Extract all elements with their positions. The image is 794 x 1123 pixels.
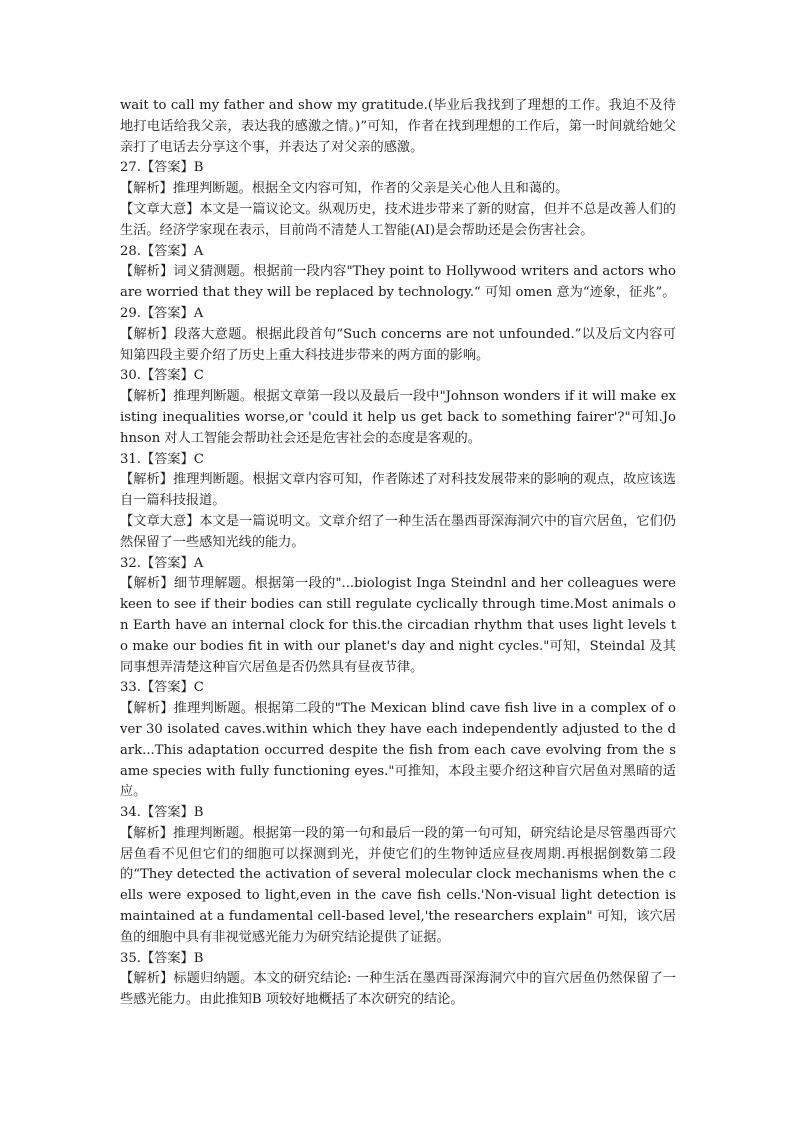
analysis-34: 【解析】推理判断题。根据第一段的第一句和最后一段的第一句可知，研究结论是尽管墨西哥穴居鱼看不见但它们的细胞可以探测到光，并使它们的生物钟适应昼夜周期.再根据倒数第二段的“They detected the activation of several molecular clock mechanisms when the cells were exposed to light,even in the cave fish cells.'Non-visual light detection is maintained at a fundamental cell-based level,'the researchers explain" 可知，该穴居鱼的细胞中具有非视觉感光能力为研究结论提供了证据。 <box>120 825 676 945</box>
answer-35: 35.【答案】B <box>120 950 204 966</box>
answer-27: 27.【答案】B <box>120 160 204 176</box>
article-summary-1: 【文章大意】本文是一篇议论文。纵观历史，技术进步带来了新的财富，但并不总是改善人们的生活。经济学家现在表示，目前尚不清楚人工智能(AI)是会帮助还是会伤害社会。 <box>120 201 676 238</box>
answer-31: 31.【答案】C <box>120 451 204 467</box>
analysis-33: 【解析】推理判断题。根据第二段的"The Mexican blind cave fish live in a complex of over 30 isolated caves.within which they have each independently adjusted to the dark...This adaptation occurred despite the fish from each cave evolving from the same species with fully functioning eyes."可推知，本段主要介绍这种盲穴居鱼对黑暗的适应。 <box>120 701 676 800</box>
analysis-28: 【解析】词义猜测题。根据前一段内容"They point to Hollywood writers and actors who are worried that they will be replaced by technology.“ 可知 omen 意为“迹象，征兆”。 <box>120 264 676 301</box>
analysis-35: 【解析】标题归纳题。本文的研究结论: 一种生活在墨西哥深海洞穴中的盲穴居鱼仍然保留了一些感光能力。由此推知B 项较好地概括了本次研究的结论。 <box>120 971 676 1008</box>
answer-30: 30.【答案】C <box>120 368 204 384</box>
answer-33: 33.【答案】C <box>120 680 204 696</box>
answer-32: 32.【答案】A <box>120 555 204 571</box>
answer-34: 34.【答案】B <box>120 805 204 821</box>
analysis-31: 【解析】推理判断题。根据文章内容可知，作者陈述了对科技发展带来的影响的观点，故应该选自一篇科技报道。 <box>120 472 676 509</box>
answer-28: 28.【答案】A <box>120 243 204 259</box>
analysis-29: 【解析】段落大意题。根据此段首句“Such concerns are not unfounded.”以及后文内容可知第四段主要介绍了历史上重大科技进步带来的两方面的影响。 <box>120 326 676 363</box>
article-summary-2: 【文章大意】本文是一篇说明文。文章介绍了一种生活在墨西哥深海洞穴中的盲穴居鱼，它们仍然保留了一些感知光线的能力。 <box>120 513 676 550</box>
answer-29: 29.【答案】A <box>120 305 204 321</box>
analysis-27: 【解析】推理判断题。根据全文内容可知，作者的父亲是关心他人且和蔼的。 <box>120 181 569 197</box>
paragraph-continuation: wait to call my father and show my gratitude.(毕业后我找到了理想的工作。我迫不及待地打电话给我父亲，表达我的感激之情。)”可知，作者在找到理想的工作后，第一时间就给她父亲打了电话去分享这个事，并表达了对父亲的感激。 <box>120 98 676 155</box>
analysis-30: 【解析】推理判断题。根据文章第一段以及最后一段中"Johnson wonders if it will make existing inequalities worse,or 'could it help us get back to something fairer'?"可知.Johnson 对人工智能会帮助社会还是危害社会的态度是客观的。 <box>120 389 676 446</box>
analysis-32: 【解析】细节理解题。根据第一段的"...biologist Inga Steindnl and her colleagues were keen to see if their bodies can still regulate cyclically through time.Most animals on Earth have an internal clock for this.the circadian rhythm that uses light levels to make our bodies fit in with our planet's day and night cycles."可知，Steindal 及其同事想弄清楚这种盲穴居鱼是否仍然具有昼夜节律。 <box>120 576 676 675</box>
document-page <box>120 96 676 1011</box>
